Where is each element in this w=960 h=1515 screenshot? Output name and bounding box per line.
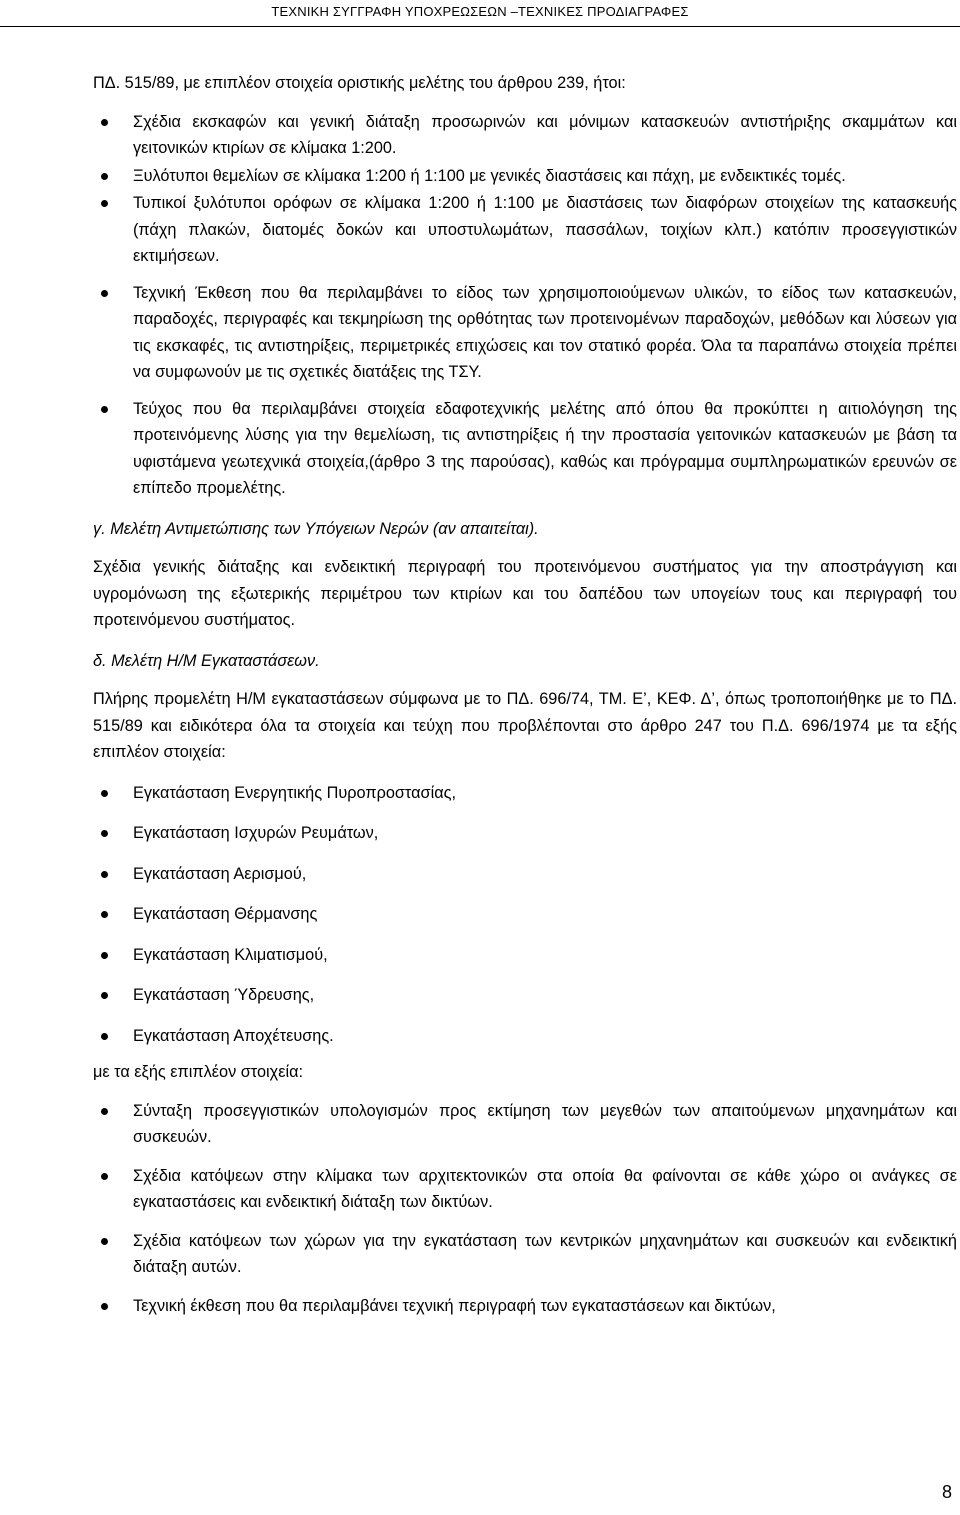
list-item-text: Εγκατάσταση Αποχέτευσης. bbox=[133, 1026, 334, 1045]
list-item-text: Εγκατάσταση Ύδρευσης, bbox=[133, 986, 315, 1004]
list-item bbox=[93, 1023, 957, 1050]
installations-list bbox=[93, 780, 957, 1050]
list-item-text: Σχέδια κατόψεων στην κλίμακα των αρχιτεκτονικών στα οποία θα φαίνονται σε κάθε χώρο οι ανάγκες σε εγκαταστάσεις και ενδεικτική διάταξη των δικτύων. bbox=[133, 1166, 957, 1211]
list-item-text: Εγκατάσταση Κλιματισμού, bbox=[133, 945, 328, 964]
bullet-icon bbox=[101, 1238, 108, 1245]
list-item bbox=[93, 861, 957, 888]
list-item-text: Εγκατάσταση Ισχυρών Ρευμάτων, bbox=[133, 824, 379, 842]
list-item bbox=[93, 1293, 957, 1320]
list-item bbox=[93, 280, 957, 386]
list-item-text: Τυπικοί ξυλότυποι ορόφων σε κλίμακα 1:200 ή 1:100 με διαστάσεις των διαφόρων στοιχείων της κατασκευής (πάχη πλακών, διατομές δοκών και υποστυλωμάτων, πασσάλων, τοιχίων κλπ.) κατόπιν προσεγγιστικών εκτιμήσεων. bbox=[133, 194, 957, 265]
list-item bbox=[93, 109, 957, 162]
list-item bbox=[93, 780, 957, 807]
list-item-text: Σχέδια κατόψεων των χώρων για την εγκατάσταση των κεντρικών μηχανημάτων και συσκευών και ενδεικτική διάταξη αυτών. bbox=[133, 1231, 957, 1276]
list-item-text: Εγκατάσταση Θέρμανσης bbox=[133, 905, 318, 923]
list-item bbox=[93, 1163, 957, 1216]
section-heading-groundwater: γ. Μελέτη Αντιμετώπισης των Υπόγειων Νερών (αν απαιτείται). bbox=[93, 519, 539, 538]
bullet-icon bbox=[101, 871, 108, 878]
bullet-icon bbox=[101, 1173, 108, 1180]
page-number: 8 bbox=[941, 1482, 952, 1502]
list-item bbox=[93, 820, 957, 847]
list-item-text: Εγκατάσταση Ενεργητικής Πυροπροστασίας, bbox=[133, 783, 456, 802]
list-item bbox=[93, 190, 957, 270]
list-item-text: Σύνταξη προσεγγιστικών υπολογισμών προς εκτίμηση των μεγεθών των απαιτούμενων μηχανημάτων και συσκευών. bbox=[133, 1101, 957, 1146]
header-rule bbox=[0, 26, 960, 27]
list-item-text: Σχέδια εκσκαφών και γενική διάταξη προσωρινών και μόνιμων κατασκευών αντιστήριξης σκαμμάτων και γειτονικών κτιρίων σε κλίμακα 1:200. bbox=[133, 112, 957, 157]
bullet-icon bbox=[101, 200, 108, 207]
bullet-icon bbox=[101, 790, 108, 797]
list-item-text: Ξυλότυποι θεμελίων σε κλίμακα 1:200 ή 1:100 με γενικές διαστάσεις και πάχη, με ενδεικτικές τομές. bbox=[133, 166, 846, 185]
list-item bbox=[93, 901, 957, 928]
list-item bbox=[93, 982, 957, 1009]
bullet-icon bbox=[101, 1108, 108, 1115]
list-item-text: Τεχνική Έκθεση που θα περιλαμβάνει το είδος των χρησιμοποιούμενων υλικών, το είδος των κατασκευών, παραδοχές, περιγραφές και τεκμηρίωση της ορθότητας των προτεινομένων παραδοχών, μεθόδων και λύσεων για τις εκσκαφές, τις αντιστηρίξεις, περιμετρικές επιχώσεις και τον στατικό φορέα. Όλα τα παραπάνω στοιχεία πρέπει να συμφωνούν με τις σχετικές διατάξεις της ΤΣΥ. bbox=[133, 283, 957, 381]
bullet-icon bbox=[101, 952, 108, 959]
bullet-icon bbox=[101, 992, 108, 999]
bullet-icon bbox=[101, 911, 108, 918]
intro-paragraph: ΠΔ. 515/89, με επιπλέον στοιχεία οριστικής μελέτης του άρθρου 239, ήτοι: bbox=[93, 74, 626, 92]
document-body bbox=[93, 70, 957, 1319]
extra-items-intro: με τα εξής επιπλέον στοιχεία: bbox=[93, 1063, 304, 1081]
structural-requirements-list bbox=[93, 109, 957, 502]
bullet-icon bbox=[101, 290, 108, 297]
bullet-icon bbox=[101, 173, 108, 180]
bullet-icon bbox=[101, 406, 108, 413]
list-item bbox=[93, 163, 957, 190]
list-item bbox=[93, 1098, 957, 1151]
list-item bbox=[93, 1228, 957, 1281]
electromechanical-paragraph: Πλήρης προμελέτη Η/Μ εγκαταστάσεων σύμφωνα με το ΠΔ. 696/74, ΤΜ. Ε’, ΚΕΦ. Δ’, όπως τροποποιήθηκε με το ΠΔ. 515/89 και ειδικότερα όλα τα στοιχεία και τεύχη που προβλέπονται στο άρθρο 247 του Π.Δ. 696/1974 με τα εξής επιπλέον στοιχεία: bbox=[93, 690, 957, 761]
list-item-text: Τεύχος που θα περιλαμβάνει στοιχεία εδαφοτεχνικής μελέτης από όπου θα προκύπτει η αιτιολόγηση της προτεινόμενης λύσης για την θεμελίωση, τις αντιστηρίξεις ή την προστασία γειτονικών κατασκευών με βάση τα υφιστάμενα γεωτεχνικά στοιχεία,(άρθρο 3 της παρούσας), καθώς και πρόγραμμα συμπληρωματικών ερευνών σε επίπεδο προμελέτης. bbox=[133, 399, 957, 497]
section-heading-electromechanical: δ. Μελέτη Η/Μ Εγκαταστάσεων. bbox=[93, 651, 320, 670]
bullet-icon bbox=[101, 830, 108, 837]
bullet-icon bbox=[101, 119, 108, 126]
running-header: ΤΕΧΝΙΚΗ ΣΥΓΓΡΑΦΗ ΥΠΟΧΡΕΩΣΕΩΝ –ΤΕΧΝΙΚΕΣ ΠΡΟΔΙΑΓΡΑΦΕΣ bbox=[271, 4, 689, 19]
list-item bbox=[93, 396, 957, 502]
bullet-icon bbox=[101, 1303, 108, 1310]
bullet-icon bbox=[101, 1033, 108, 1040]
list-item bbox=[93, 942, 957, 969]
groundwater-paragraph: Σχέδια γενικής διάταξης και ενδεικτική περιγραφή του προτεινόμενου συστήματος για την αποστράγγιση και υγρομόνωση της εξωτερικής περιμέτρου των κτιρίων και του δαπέδου των υπογείων τους και περιγραφή του προτεινόμενου συστήματος. bbox=[93, 558, 957, 629]
list-item-text: Τεχνική έκθεση που θα περιλαμβάνει τεχνική περιγραφή των εγκαταστάσεων και δικτύων, bbox=[133, 1296, 776, 1315]
list-item-text: Εγκατάσταση Αερισμού, bbox=[133, 864, 307, 883]
additional-deliverables-list bbox=[93, 1098, 957, 1320]
